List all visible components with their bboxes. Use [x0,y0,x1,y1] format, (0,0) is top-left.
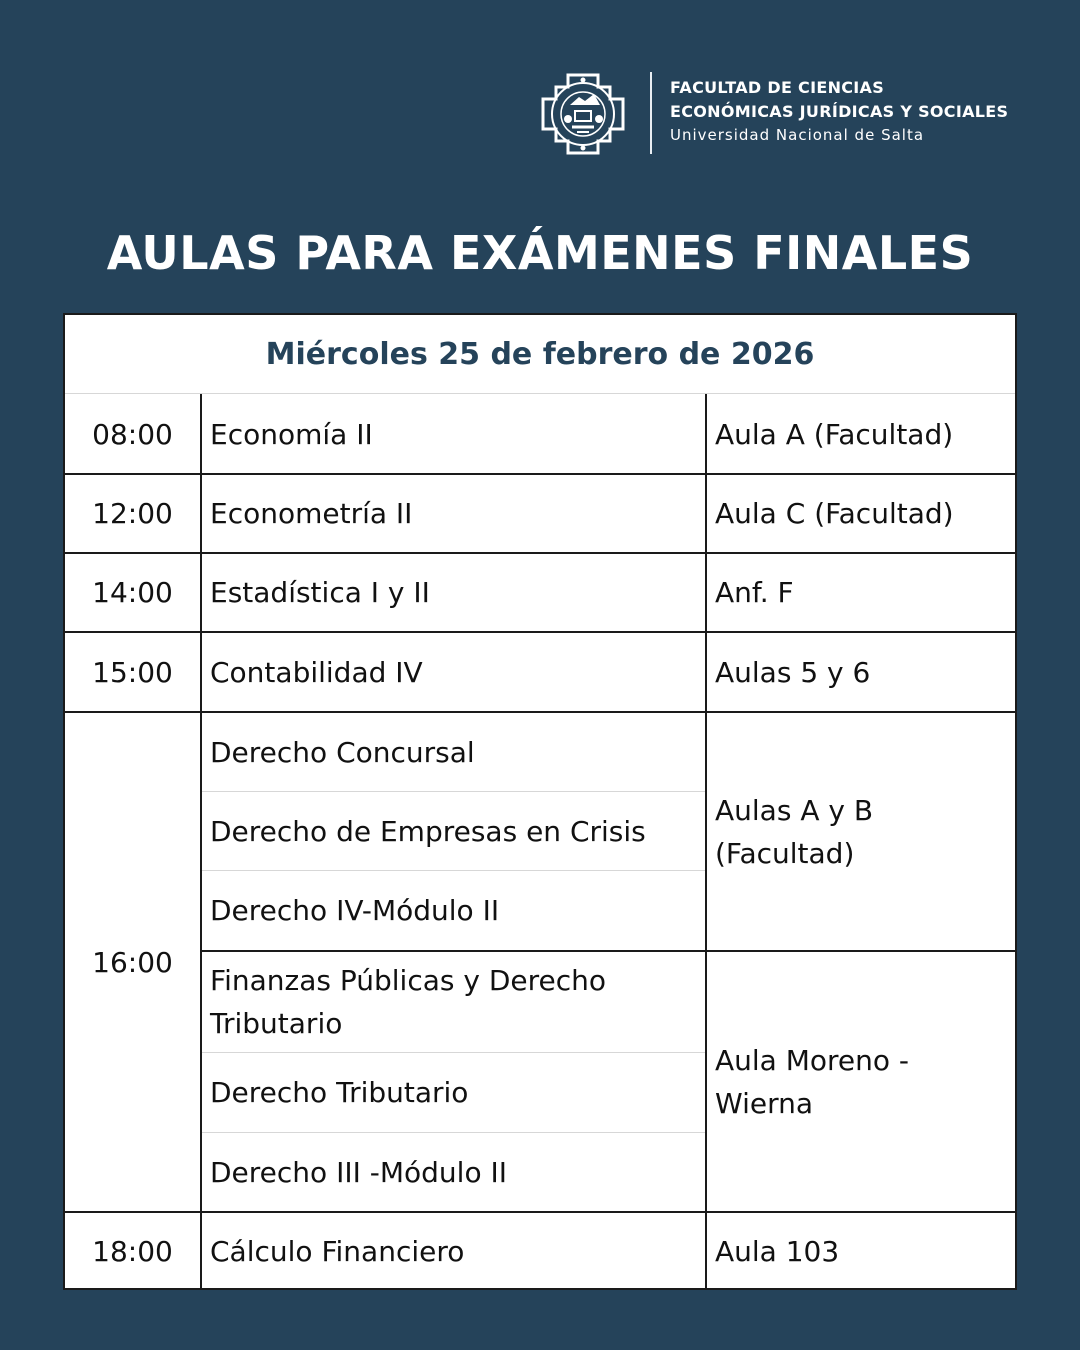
schedule-date: Miércoles 25 de febrero de 2026 [265,337,815,372]
time-cell: 14:00 [92,576,173,609]
subject-cell: Derecho III -Módulo II [210,1155,507,1189]
faculty-name-line-2: ECONÓMICAS JURÍDICAS Y SOCIALES [670,102,1009,121]
room-cell: Aula A (Facultad) [715,417,954,451]
time-cell: 15:00 [92,655,173,689]
subject-cell: Estadística I y II [210,576,430,609]
room-cell: Aulas 5 y 6 [715,655,871,689]
subject-cell: Economía II [210,417,373,451]
subject-cell: Derecho IV-Módulo II [210,894,500,927]
university-name: Universidad Nacional de Salta [670,126,925,144]
header [535,68,1035,160]
subject-cell: Derecho Concursal [210,735,475,769]
subject-cell: Econometría II [210,497,413,530]
subject-cell: Cálculo Financiero [210,1235,465,1268]
university-seal-icon [535,68,631,160]
subject-cell: Contabilidad IV [210,655,423,689]
subject-cell: Derecho de Empresas en Crisis [210,814,646,848]
room-cell: Aula 103 [715,1235,840,1268]
page-title: AULAS PARA EXÁMENES FINALES [106,226,974,280]
date-row-divider [65,393,1015,394]
subject-cell: Finanzas Públicas y Derecho Tributario [210,964,607,1040]
time-cell: 08:00 [92,417,173,451]
exam-room-schedule-table [63,313,1017,1290]
room-cell: Aulas A y B (Facultad) [715,793,874,870]
time-cell: 18:00 [92,1235,173,1268]
faculty-name-line-1: FACULTAD DE CIENCIAS [670,78,885,97]
time-cell: 12:00 [92,497,173,530]
room-cell: Aula C (Facultad) [715,497,954,530]
room-cell: Anf. F [715,576,794,609]
room-cell: Aula Moreno - Wierna [715,1043,910,1120]
time-cell: 16:00 [92,945,173,979]
subject-cell: Derecho Tributario [210,1076,469,1109]
header-divider [650,72,652,154]
